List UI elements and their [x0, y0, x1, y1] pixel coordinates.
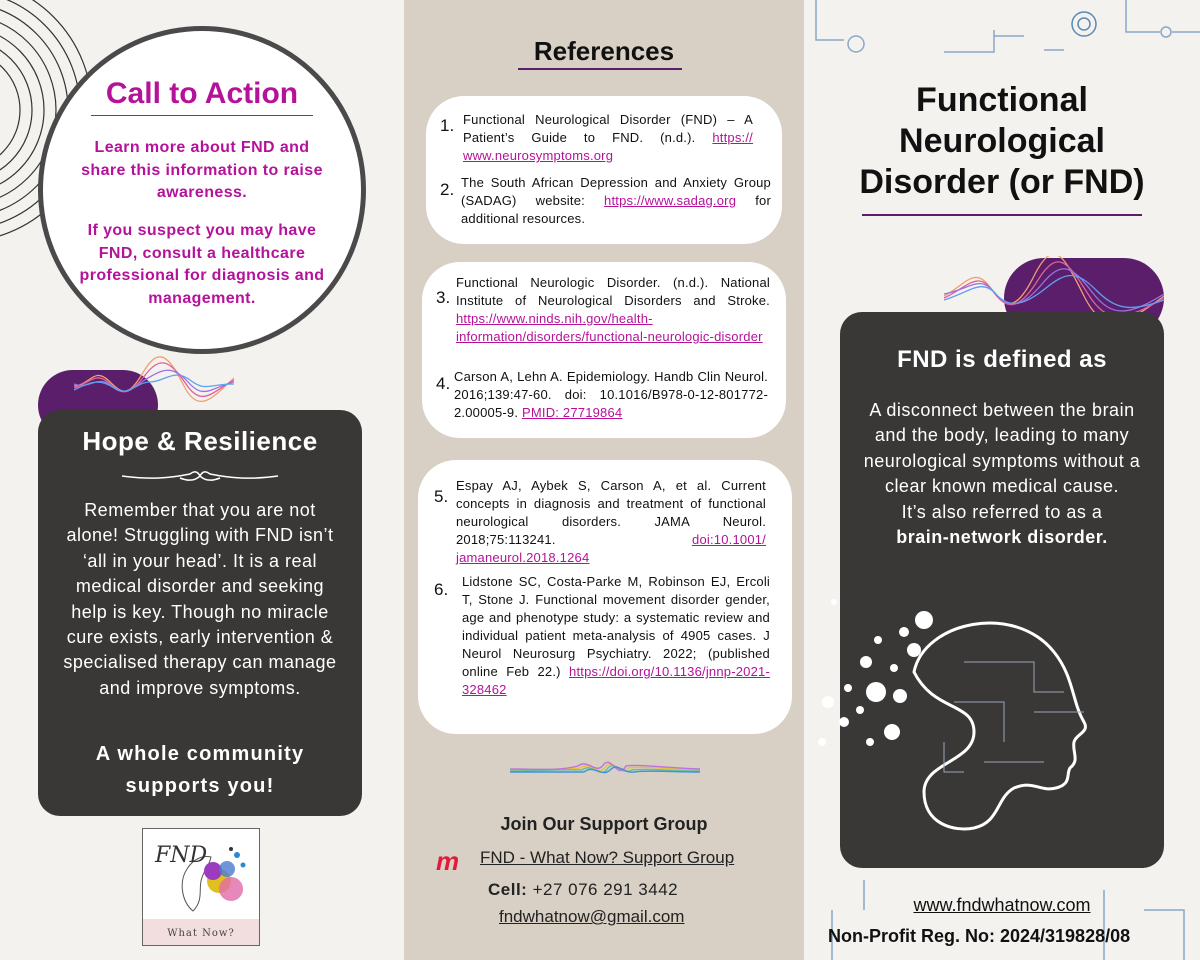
- definition-title: FND is defined as: [897, 346, 1107, 373]
- reference-text: Functional Neurologic Disorder. (n.d.). National Institute of Neurological Disorders and Stroke.: [456, 275, 770, 308]
- cta-text-awareness: Learn more about FND and share this information to raise awareness.: [81, 139, 323, 201]
- definition-emphasis: brain-network disorder.: [896, 527, 1108, 548]
- logo-fnd-text: FND: [155, 843, 208, 868]
- right-panel: [804, 0, 1200, 960]
- call-to-action-circle: [38, 26, 366, 354]
- meetup-icon: m: [436, 846, 460, 876]
- hope-body-text: Remember that you are not alone! Struggling with FND isn’t ‘all in your head’. It is a real medical disorder and seeking help is key. Though no miracle cure exists, early intervention & specialised therapy can manage and improve symptoms.: [63, 500, 337, 698]
- reference-item-1: [463, 111, 753, 165]
- hope-resilience-card: [38, 410, 362, 816]
- reference-item-3: [456, 274, 770, 346]
- left-panel: [0, 0, 404, 960]
- fnd-what-now-logo: [142, 828, 260, 946]
- main-title-divider: [862, 214, 1142, 216]
- definition-card: [840, 312, 1164, 868]
- reference-text: Espay AJ, Aybek S, Carson A, et al. Current concepts in diagnosis and treatment of functional neurological disorders. JAMA Neurol. 2018;75:113241.: [456, 478, 766, 547]
- definition-body: [860, 398, 1144, 550]
- cell-value: +27 076 291 3442: [532, 880, 679, 899]
- reference-number: 6.: [434, 580, 449, 599]
- website-link[interactable]: www.fndwhatnow.com: [913, 895, 1091, 915]
- reference-number: 4.: [436, 374, 451, 393]
- reference-text: The South African Depression and Anxiety Group (SADAG) website:: [461, 175, 771, 208]
- references-divider: [518, 68, 682, 70]
- reference-text: Lidstone SC, Costa-Parke M, Robinson EJ, Ercoli T, Stone J. Functional movement disorder gender, age and phenotype study: a systematic review and individual patient meta-analysis of 4905 cases. J Neurol Neurosurg Psychiatry. 2022; (published online Feb 22.): [462, 574, 770, 679]
- sound-wave-decoration: [74, 356, 234, 406]
- support-group-title: Join Our Support Group: [500, 814, 708, 834]
- main-title-line-2: Neurological: [899, 122, 1105, 160]
- reference-link[interactable]: https:// www.neurosymptoms.org: [463, 130, 753, 163]
- hope-title: Hope & Resilience: [82, 426, 318, 456]
- reference-text: Functional Neurological Disorder (FND) – A Patient’s Guide to FND. (n.d.).: [463, 112, 753, 145]
- cell-label: Cell:: [488, 880, 528, 899]
- npo-registration: Non-Profit Reg. No: 2024/319828/08: [828, 926, 1131, 946]
- reference-text: Carson A, Lehn A. Epidemiology. Handb Clin Neurol. 2016;139:47-60. doi: 10.1016/B978-0-12-801772-2.00005-9.: [454, 369, 768, 420]
- rainbow-wave-decoration: [510, 756, 700, 782]
- reference-number: 2.: [440, 180, 455, 199]
- reference-link[interactable]: https://www.ninds.nih.gov/health-information/disorders/functional-neurologic-disorder: [456, 311, 763, 344]
- flourish-divider: [120, 466, 280, 486]
- reference-link[interactable]: https://www.sadag.org: [604, 193, 737, 208]
- circuit-decoration: [804, 880, 1200, 960]
- reference-number: 5.: [434, 487, 449, 506]
- reference-link[interactable]: doi:10.1001/ jamaneurol.2018.1264: [456, 532, 766, 565]
- main-title-line-1: Functional: [916, 81, 1088, 119]
- circuit-decoration: [804, 0, 1200, 60]
- cell-number: [488, 880, 678, 900]
- definition-text: A disconnect between the brain and the body, leading to many neurological symptoms without a clear known medical cause.: [863, 400, 1141, 497]
- email-link[interactable]: fndwhatnow@gmail.com: [499, 907, 685, 926]
- reference-number: 1.: [440, 116, 455, 135]
- reference-link[interactable]: PMID: 27719864: [521, 405, 623, 420]
- logo-caption: What Now?: [167, 928, 235, 939]
- cta-divider: [91, 115, 313, 116]
- references-title: References: [533, 36, 675, 66]
- reference-item-5: [456, 477, 766, 567]
- reference-item-2: [461, 174, 771, 228]
- main-title: [804, 80, 1200, 203]
- hope-closing-text: A whole community supports you!: [95, 743, 305, 797]
- middle-panel: [404, 0, 804, 960]
- cta-title: Call to Action: [105, 77, 299, 110]
- reference-item-6: [462, 573, 770, 699]
- reference-link[interactable]: https://doi.org/10.1136/jnnp-2021-328462: [462, 664, 770, 697]
- main-title-line-3: Disorder (or FND): [859, 163, 1145, 201]
- reference-text-after: for additional resources.: [461, 193, 771, 226]
- support-group-link[interactable]: FND - What Now? Support Group: [480, 848, 735, 867]
- reference-item-4: [454, 368, 768, 422]
- definition-text-2: It’s also referred to as a: [901, 501, 1103, 522]
- reference-number: 3.: [436, 288, 451, 307]
- brain-head-illustration: [804, 592, 1124, 832]
- cta-text-consult: If you suspect you may have FND, consult a healthcare professional for diagnosis and management.: [79, 222, 325, 307]
